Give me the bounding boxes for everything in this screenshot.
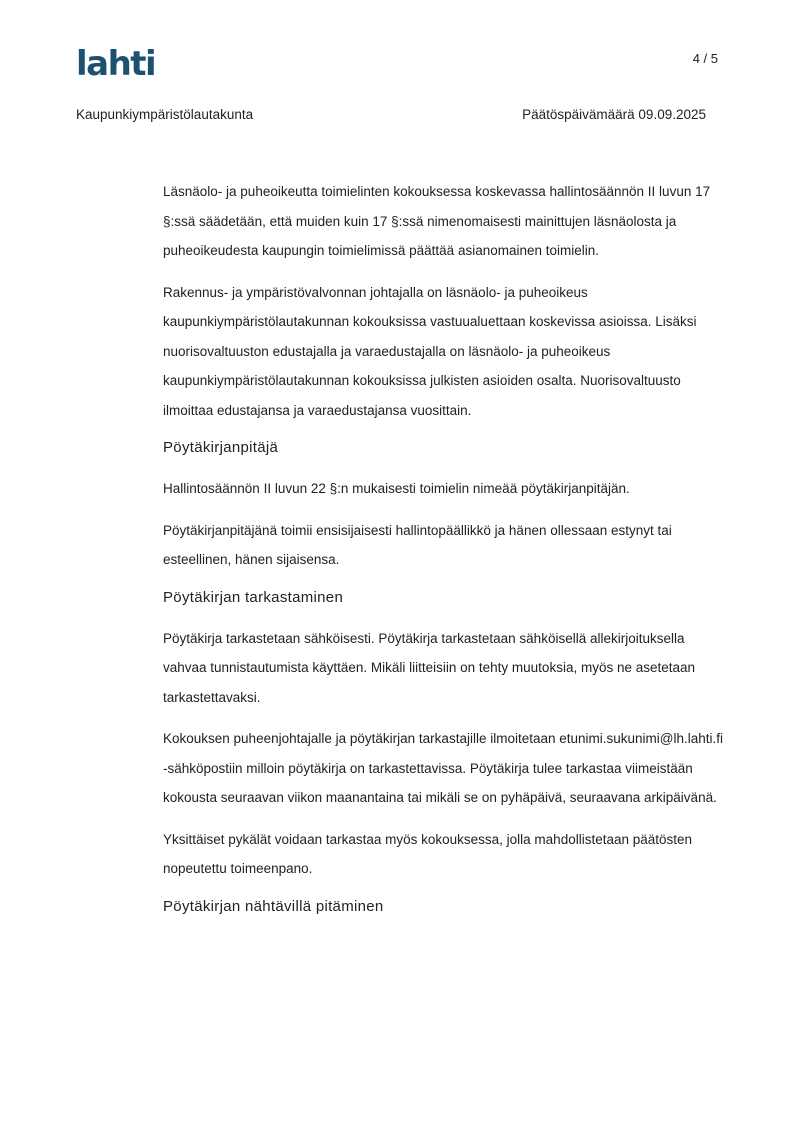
paragraph-review-notification: Kokouksen puheenjohtajalle ja pöytäkirjan tarkastajille ilmoitetaan etunimi.sukunimi@lh.lahti.fi -sähköpostiin milloin pöytäkirja on tarkastettavissa. Pöytäkirja tulee tarkastaa viimeistään kokousta seuraavan viikon maanantaina tai mikäli se on pyhäpäivä, seuraavana arkipäivänä. (163, 731, 724, 805)
lahti-logo: lahti (76, 44, 156, 84)
heading-minutes-keeper: Pöytäkirjanpitäjä (163, 439, 279, 456)
paragraph-minutes-keeper-rule: Hallintosäännön II luvun 22 §:n mukaisesti toimielin nimeää pöytäkirjanpitäjän. (163, 481, 630, 496)
document-body (163, 177, 723, 933)
page-number: 4 / 5 (692, 51, 718, 66)
heading-minutes-review: Pöytäkirjan tarkastaminen (163, 588, 344, 606)
paragraph-review-electronic: Pöytäkirja tarkastetaan sähköisesti. Pöytäkirja tarkastetaan sähköisellä allekirjoituksella vahvaa tunnistautumista käyttäen. Mikäli liitteisiin on tehty muutoksia, myös ne asetetaan tarkastettavaksi. (163, 630, 696, 705)
decision-date: Päätöspäivämäärä 09.09.2025 (522, 107, 706, 122)
paragraph-attendance-rights: Läsnäolo- ja puheoikeutta toimielinten kokouksessa koskevassa hallintosäännön II luvun 17 §:ssä säädetään, että muiden kuin 17 §:ssä nimenomaisesti mainittujen läsnäolosta ja puheoikeudesta kaupungin toimielimissä päättää asianomainen toimielin. (163, 184, 711, 258)
paragraph-review-in-meeting: Yksittäiset pykälät voidaan tarkastaa myös kokouksessa, jolla mahdollistetaan päätösten nopeutettu toimeenpano. (163, 831, 693, 876)
heading-minutes-display: Pöytäkirjan nähtävillä pitäminen (163, 897, 384, 915)
organization-name: Kaupunkiympäristölautakunta (76, 107, 254, 122)
paragraph-attendance-persons: Rakennus- ja ympäristövalvonnan johtajalla on läsnäolo- ja puheoikeus kaupunkiympäristölautakunnan kokouksissa vastuualuettaan koskevissa asioissa. Lisäksi nuorisovaltuuston edustajalla ja varaedustajalla on läsnäolo- ja puheoikeus kaupunkiympäristölautakunnan kokouksissa julkisten asioiden osalta. Nuorisovaltuusto ilmoittaa edustajansa ja varaedustajansa vuosittain. (163, 284, 697, 418)
document-header (76, 107, 706, 122)
paragraph-minutes-keeper-person: Pöytäkirjanpitäjänä toimii ensisijaisesti hallintopäällikkö ja hänen ollessaan estynyt tai esteellinen, hänen sijaisensa. (163, 522, 672, 567)
